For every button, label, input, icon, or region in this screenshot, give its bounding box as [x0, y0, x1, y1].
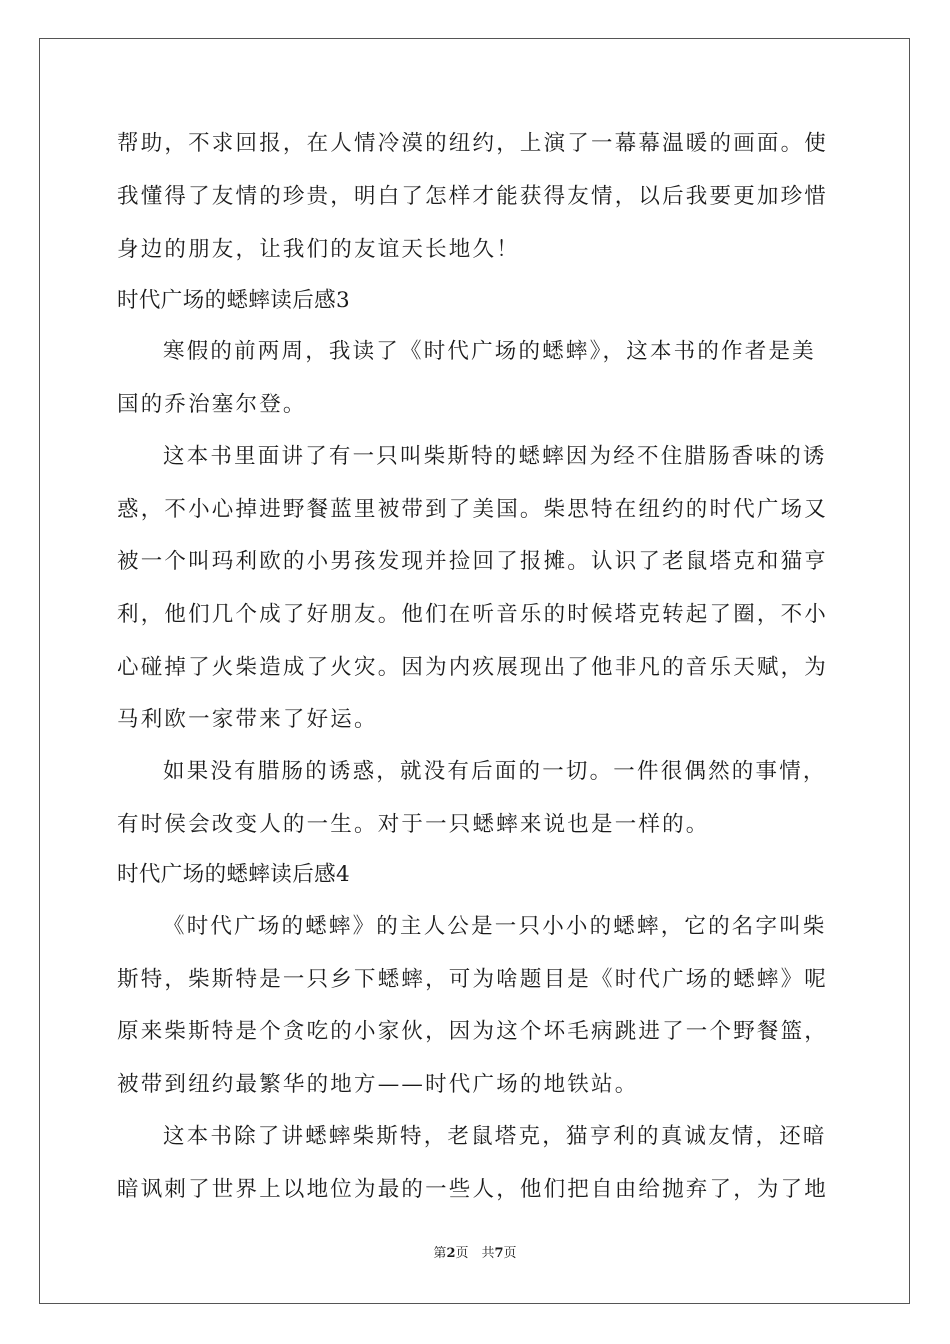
current-page-number: 2	[446, 1246, 456, 1261]
paragraph-line: 如果没有腊肠的诱惑，就没有后面的一切。一件很偶然的事情，	[163, 759, 827, 784]
paragraph-line: 寒假的前两周，我读了《时代广场的蟋蟀》，这本书的作者是美	[163, 339, 816, 364]
page-suffix: 页	[503, 1246, 517, 1261]
paragraph-line: 斯特，柴斯特是一只乡下蟋蟀，可为啥题目是《时代广场的蟋蟀》呢	[117, 967, 829, 992]
paragraph-line: 惑，不小心掉进野餐蓝里被带到了美国。柴思特在纽约的时代广场又	[117, 497, 829, 522]
paragraph-line: 马利欧一家带来了好运。	[117, 707, 378, 732]
paragraph-line: 心碰掉了火柴造成了火灾。因为内疚展现出了他非凡的音乐天赋，为	[117, 655, 829, 680]
paragraph-line: 利，他们几个成了好朋友。他们在听音乐的时候塔克转起了圈，不小	[117, 602, 829, 627]
section-heading: 时代广场的蟋蟀读后感4	[117, 862, 351, 887]
total-page-number: 7	[494, 1246, 504, 1261]
page-prefix: 第	[433, 1246, 447, 1261]
paragraph-line: 《时代广场的蟋蟀》的主人公是一只小小的蟋蟀，它的名字叫柴	[163, 914, 827, 939]
paragraph-line: 这本书除了讲蟋蟀柴斯特，老鼠塔克，猫亨利的真诚友情，还暗	[163, 1124, 827, 1149]
paragraph-line: 原来柴斯特是个贪吃的小家伙，因为这个坏毛病跳进了一个野餐篮，	[117, 1019, 829, 1044]
paragraph-line: 国的乔治塞尔登。	[117, 392, 307, 417]
paragraph-line: 身边的朋友，让我们的友谊天长地久！	[117, 237, 520, 262]
paragraph-line: 暗讽刺了世界上以地位为最的一些人，他们把自由给抛弃了，为了地	[117, 1177, 829, 1202]
paragraph-line: 被带到纽约最繁华的地方——时代广场的地铁站。	[117, 1072, 639, 1097]
paragraph-line: 帮助，不求回报，在人情冷漠的纽约，上演了一幕幕温暖的画面。使	[117, 131, 829, 156]
section-heading: 时代广场的蟋蟀读后感3	[117, 288, 351, 313]
page-mid: 页 共	[455, 1246, 495, 1261]
paragraph-line: 被一个叫玛利欧的小男孩发现并捡回了报摊。认识了老鼠塔克和猫亨	[117, 549, 829, 574]
paragraph-line: 我懂得了友情的珍贵，明白了怎样才能获得友情，以后我要更加珍惜	[117, 184, 829, 209]
paragraph-line: 这本书里面讲了有一只叫柴斯特的蟋蟀因为经不住腊肠香味的诱	[163, 444, 827, 469]
paragraph-line: 有时侯会改变人的一生。对于一只蟋蟀来说也是一样的。	[117, 812, 710, 837]
page-number-footer	[0, 1245, 950, 1263]
